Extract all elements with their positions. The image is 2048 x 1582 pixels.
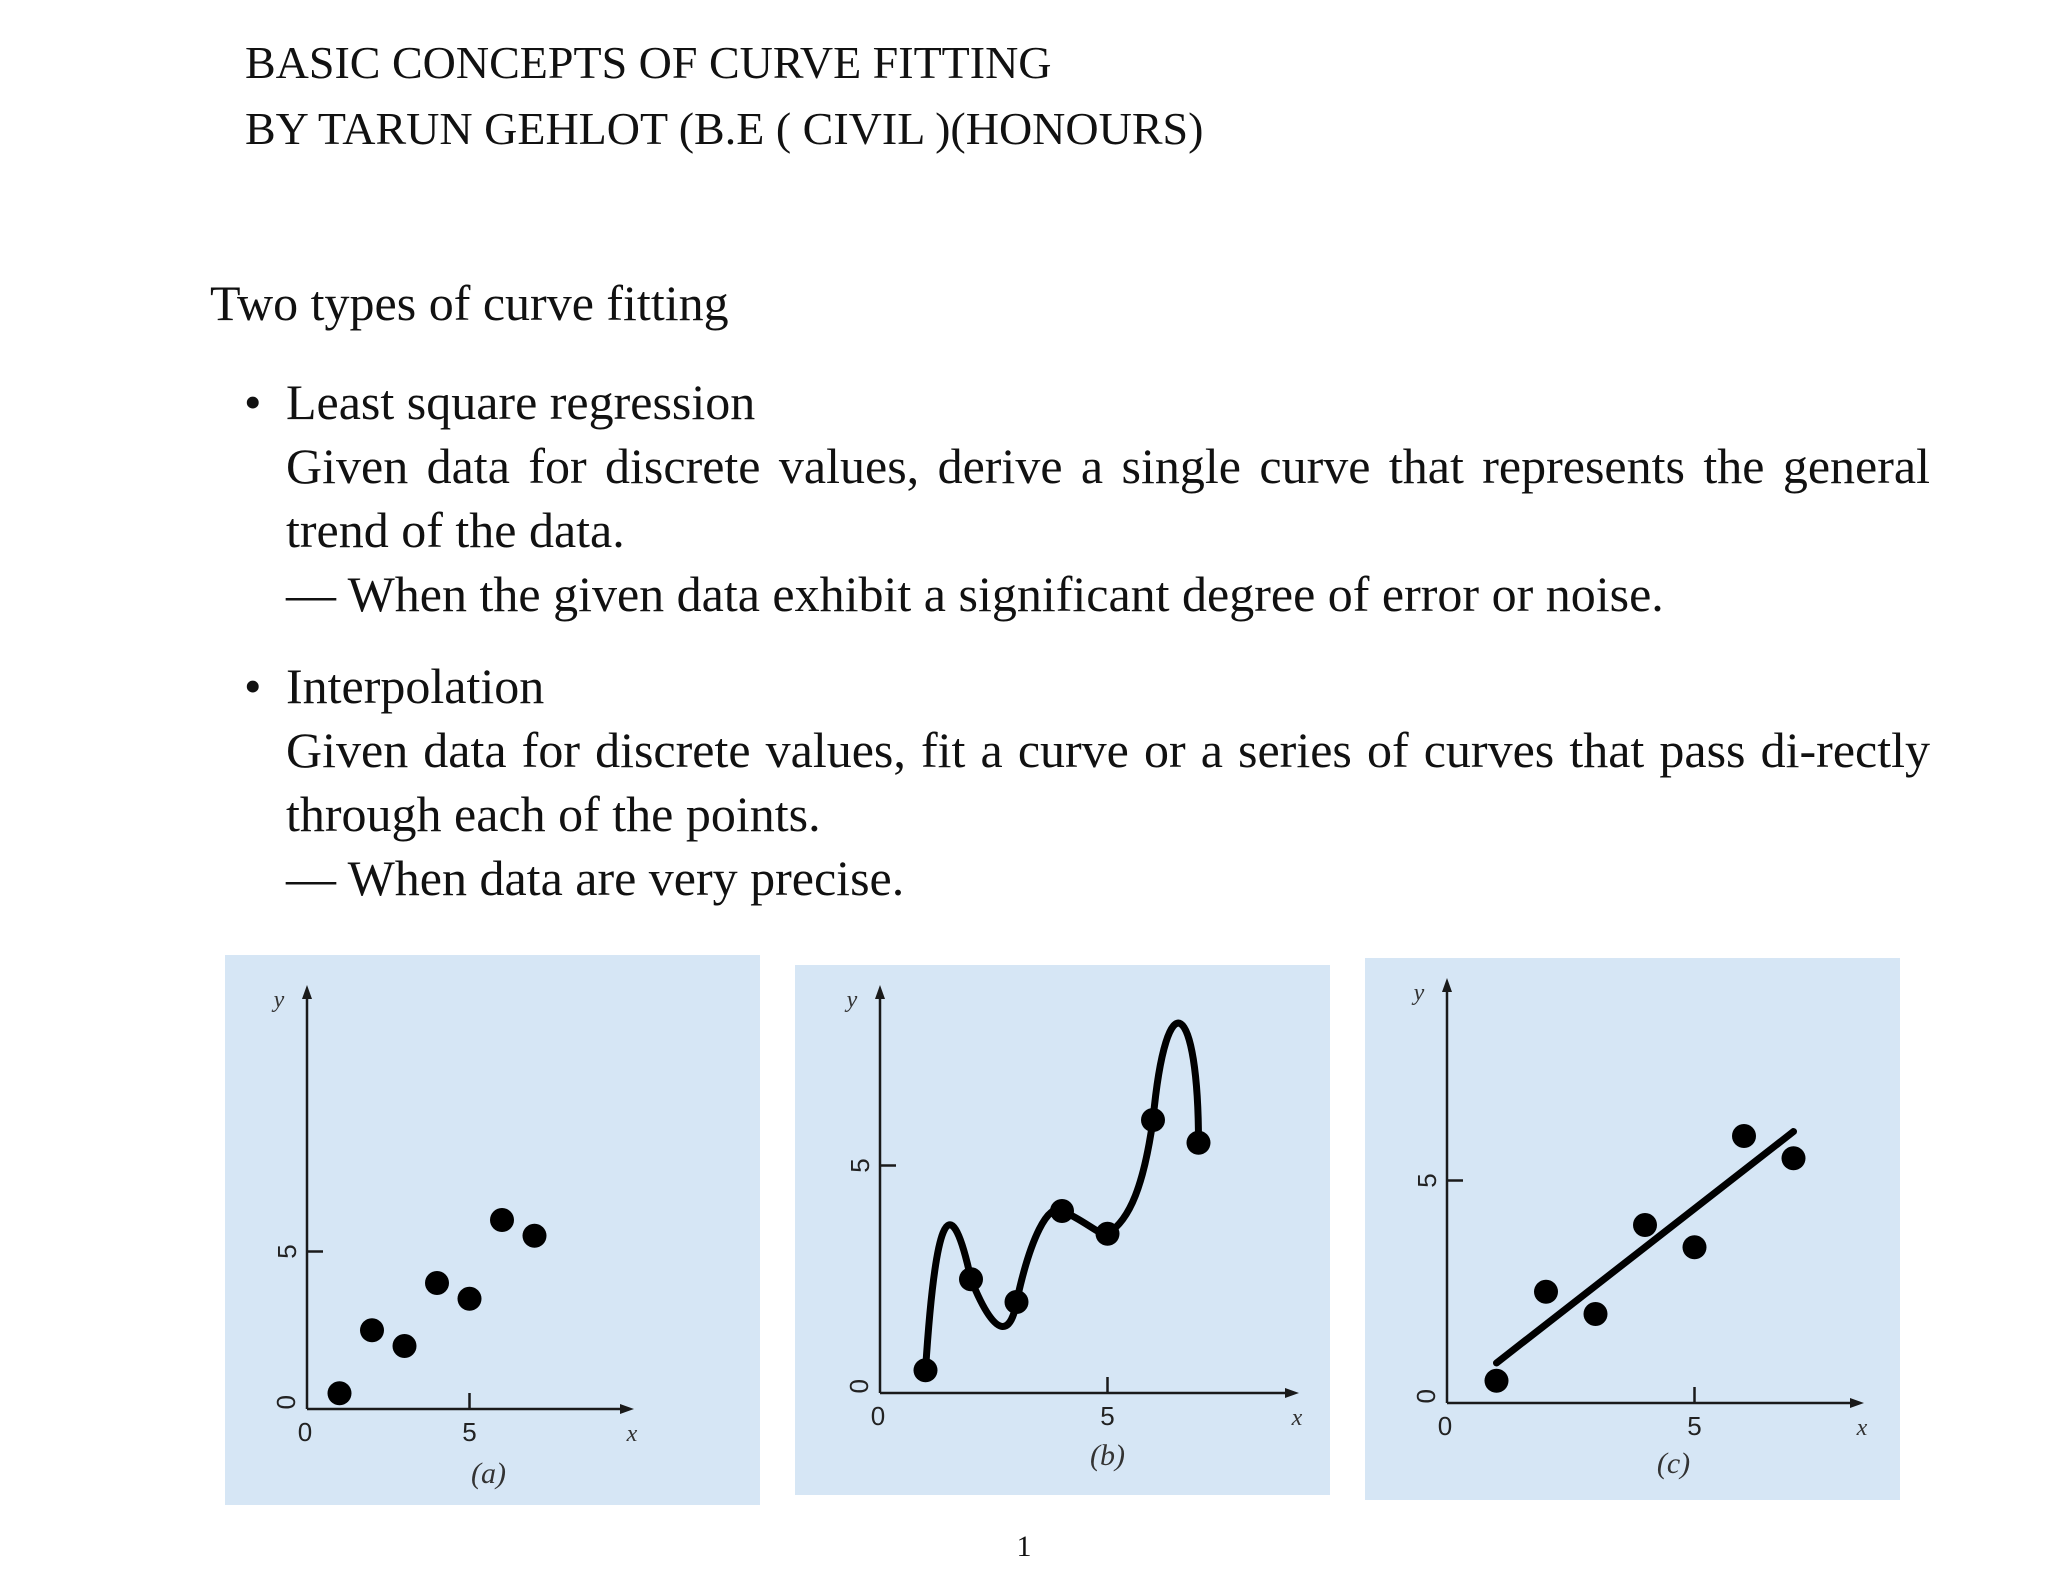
y-tick-label: 0: [1411, 1389, 1441, 1404]
data-point: [1485, 1369, 1509, 1393]
y-tick-label: 0: [271, 1395, 301, 1410]
section-title: Two types of curve fitting: [210, 275, 729, 331]
y-tick-label: 5: [845, 1158, 875, 1173]
y-tick-label: 5: [272, 1244, 302, 1259]
header-author: BY TARUN GEHLOT (B.E ( CIVIL )(HONOURS): [245, 103, 1204, 154]
data-point: [393, 1334, 417, 1358]
data-point: [490, 1208, 514, 1232]
y-tick-label: 5: [1412, 1173, 1442, 1188]
y-axis-label: y: [1413, 980, 1425, 1006]
y-axis-label: y: [846, 987, 858, 1013]
header-title: BASIC CONCEPTS OF CURVE FITTING: [245, 37, 1052, 88]
bullet-heading: Least square regression: [286, 374, 756, 430]
page-number: 1: [1016, 1530, 1032, 1563]
figure-caption: (a): [471, 1457, 506, 1490]
x-tick-label: 5: [1687, 1411, 1702, 1441]
x-axis-label: x: [1291, 1405, 1303, 1431]
bullet-list: [240, 370, 1930, 938]
x-tick-label: 5: [462, 1417, 477, 1447]
y-axis-arrow-icon: [1442, 978, 1452, 992]
data-point: [425, 1271, 449, 1295]
data-point: [1050, 1199, 1074, 1223]
figure-a: [225, 955, 760, 1505]
data-point: [1782, 1146, 1806, 1170]
data-point: [1534, 1280, 1558, 1304]
bullet-note: — When data are very precise.: [286, 850, 905, 906]
x-tick-label: 0: [297, 1417, 313, 1447]
data-point: [328, 1381, 352, 1405]
y-axis-arrow-icon: [302, 985, 312, 999]
x-tick-label: 5: [1100, 1401, 1115, 1431]
figure-c: [1365, 958, 1900, 1500]
figure-b-chart: [795, 965, 1330, 1495]
y-tick-label: 0: [844, 1379, 874, 1394]
data-point: [1096, 1222, 1120, 1246]
bullet-note: — When the given data exhibit a significant degree of error or noise.: [286, 566, 1664, 622]
y-axis-arrow-icon: [875, 985, 885, 999]
bullet-dot-icon: •: [244, 658, 262, 714]
bullet-body: Given data for discrete values, derive a single curve that represents the general trend of the data.: [286, 438, 1930, 558]
x-axis-label: x: [1856, 1415, 1868, 1441]
figure-a-chart: [225, 955, 760, 1505]
bullet-least-squares: [240, 370, 1930, 626]
x-tick-label: 0: [1437, 1411, 1453, 1441]
x-tick-label: 0: [870, 1401, 886, 1431]
data-point: [523, 1224, 547, 1248]
data-point: [914, 1358, 938, 1382]
x-axis-label: x: [626, 1421, 638, 1447]
figure-caption: (b): [1090, 1439, 1125, 1472]
x-axis-arrow-icon: [1850, 1398, 1864, 1408]
y-axis-label: y: [273, 987, 285, 1013]
figure-caption: (c): [1656, 1447, 1691, 1480]
data-point: [1187, 1131, 1211, 1155]
regression-line: [1497, 1132, 1794, 1363]
data-point: [1683, 1235, 1707, 1259]
bullet-heading: Interpolation: [286, 658, 545, 714]
bullet-interpolation: [240, 654, 1930, 910]
bullet-body: Given data for discrete values, fit a curve or a series of curves that pass di-rectly through each of the points.: [286, 722, 1930, 842]
data-point: [360, 1318, 384, 1342]
interpolating-curve: [926, 1023, 1199, 1370]
figure-c-chart: [1365, 958, 1900, 1500]
x-axis-arrow-icon: [1285, 1388, 1299, 1398]
data-point: [1584, 1302, 1608, 1326]
data-point: [1732, 1124, 1756, 1148]
data-point: [458, 1287, 482, 1311]
bullet-dot-icon: •: [244, 374, 262, 430]
x-axis-arrow-icon: [620, 1404, 634, 1414]
document-header: [245, 30, 1203, 162]
data-point: [1141, 1108, 1165, 1132]
data-point: [1005, 1290, 1029, 1314]
figure-b: [795, 965, 1330, 1495]
data-point: [959, 1267, 983, 1291]
data-point: [1633, 1213, 1657, 1237]
